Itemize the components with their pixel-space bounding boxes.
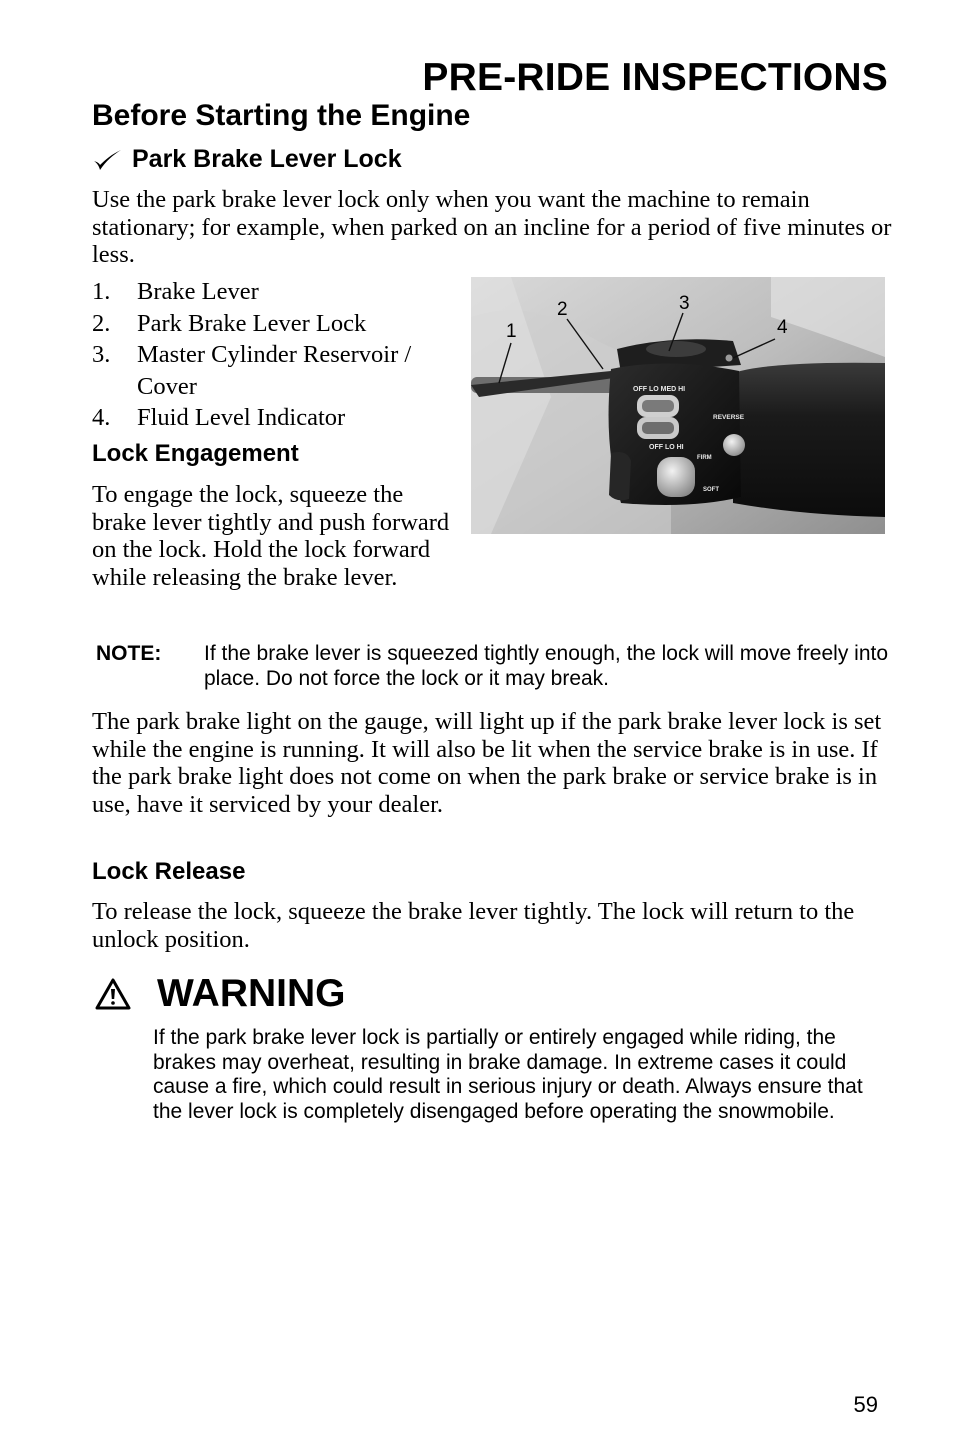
page-title: PRE-RIDE INSPECTIONS: [422, 56, 888, 99]
switch-label-reverse: REVERSE: [713, 414, 745, 421]
switch-label-top: OFF LO MED HI: [633, 386, 686, 393]
note-block: [96, 641, 896, 691]
subsection-heading-label: Park Brake Lever Lock: [132, 145, 402, 173]
list-item-label: Fluid Level Indicator: [137, 404, 346, 431]
lock-release-text: To release the lock, squeeze the brake lever tightly. The lock will return to the unlock position.: [92, 898, 855, 953]
list-item: [92, 402, 462, 434]
warning-title: WARNING: [157, 972, 346, 1015]
intro-paragraph: Use the park brake lever lock only when you want the machine to remain stationary; for example, when parked on an incline for a period of five minutes or less.: [92, 186, 892, 268]
switch-label-firm: FIRM: [697, 455, 712, 461]
switch-label-bottom: OFF LO HI: [649, 444, 684, 451]
lock-engagement-text: To engage the lock, squeeze the brake lever tightly and push forward on the lock. Hold the lock forward while releasing the brake lever.: [92, 481, 450, 591]
lock-engagement-heading: Lock Engagement: [92, 440, 299, 467]
list-item-number: 2.: [92, 309, 111, 337]
gauge-paragraph: The park brake light on the gauge, will light up if the park brake lever lock is set while the engine is running. It will also be lit when the service brake is in use. If the park brake light does not come on when the park brake or service brake is in use, have it serviced by your dealer.: [92, 708, 882, 818]
subsection-heading: [92, 145, 402, 174]
lock-release-heading: Lock Release: [92, 858, 246, 885]
callout-4: 4: [777, 317, 788, 338]
list-item-number: 1.: [92, 278, 111, 305]
list-item-label: Park Brake Lever Lock: [137, 309, 367, 337]
warning-header: [95, 972, 346, 1016]
list-item-number: 3.: [92, 341, 111, 368]
note-text: If the brake lever is squeezed tightly enough, the lock will move freely into place. Do not force the lock or it may break.: [204, 642, 889, 690]
list-item-number: 4.: [92, 404, 111, 431]
callout-3: 3: [679, 293, 690, 314]
list-item-label: Master Cylinder Reservoir / Cover: [137, 341, 412, 400]
callout-1: 1: [506, 321, 517, 342]
warning-text: If the park brake lever lock is partially or entirely engaged while riding, the brakes may overheat, resulting in brake damage. In extreme cases it could cause a fire, which could result in serious injury or death. Always ensure that the lever lock is completely disengaged before operating the snowmobile.: [153, 1026, 863, 1123]
list-item-label: Brake Lever: [137, 278, 259, 305]
list-item: [92, 276, 462, 308]
parts-list: [92, 276, 462, 434]
checkmark-icon: [92, 149, 122, 171]
page-number: 59: [853, 1392, 878, 1417]
handlebar-control-photo: [471, 277, 885, 534]
switch-label-soft: SOFT: [703, 487, 719, 493]
list-item: [92, 339, 462, 402]
warning-triangle-icon: [95, 978, 131, 1010]
list-item: [92, 308, 462, 340]
callout-2: 2: [557, 299, 568, 320]
section-heading: Before Starting the Engine: [92, 99, 471, 132]
note-label: NOTE:: [96, 642, 162, 665]
